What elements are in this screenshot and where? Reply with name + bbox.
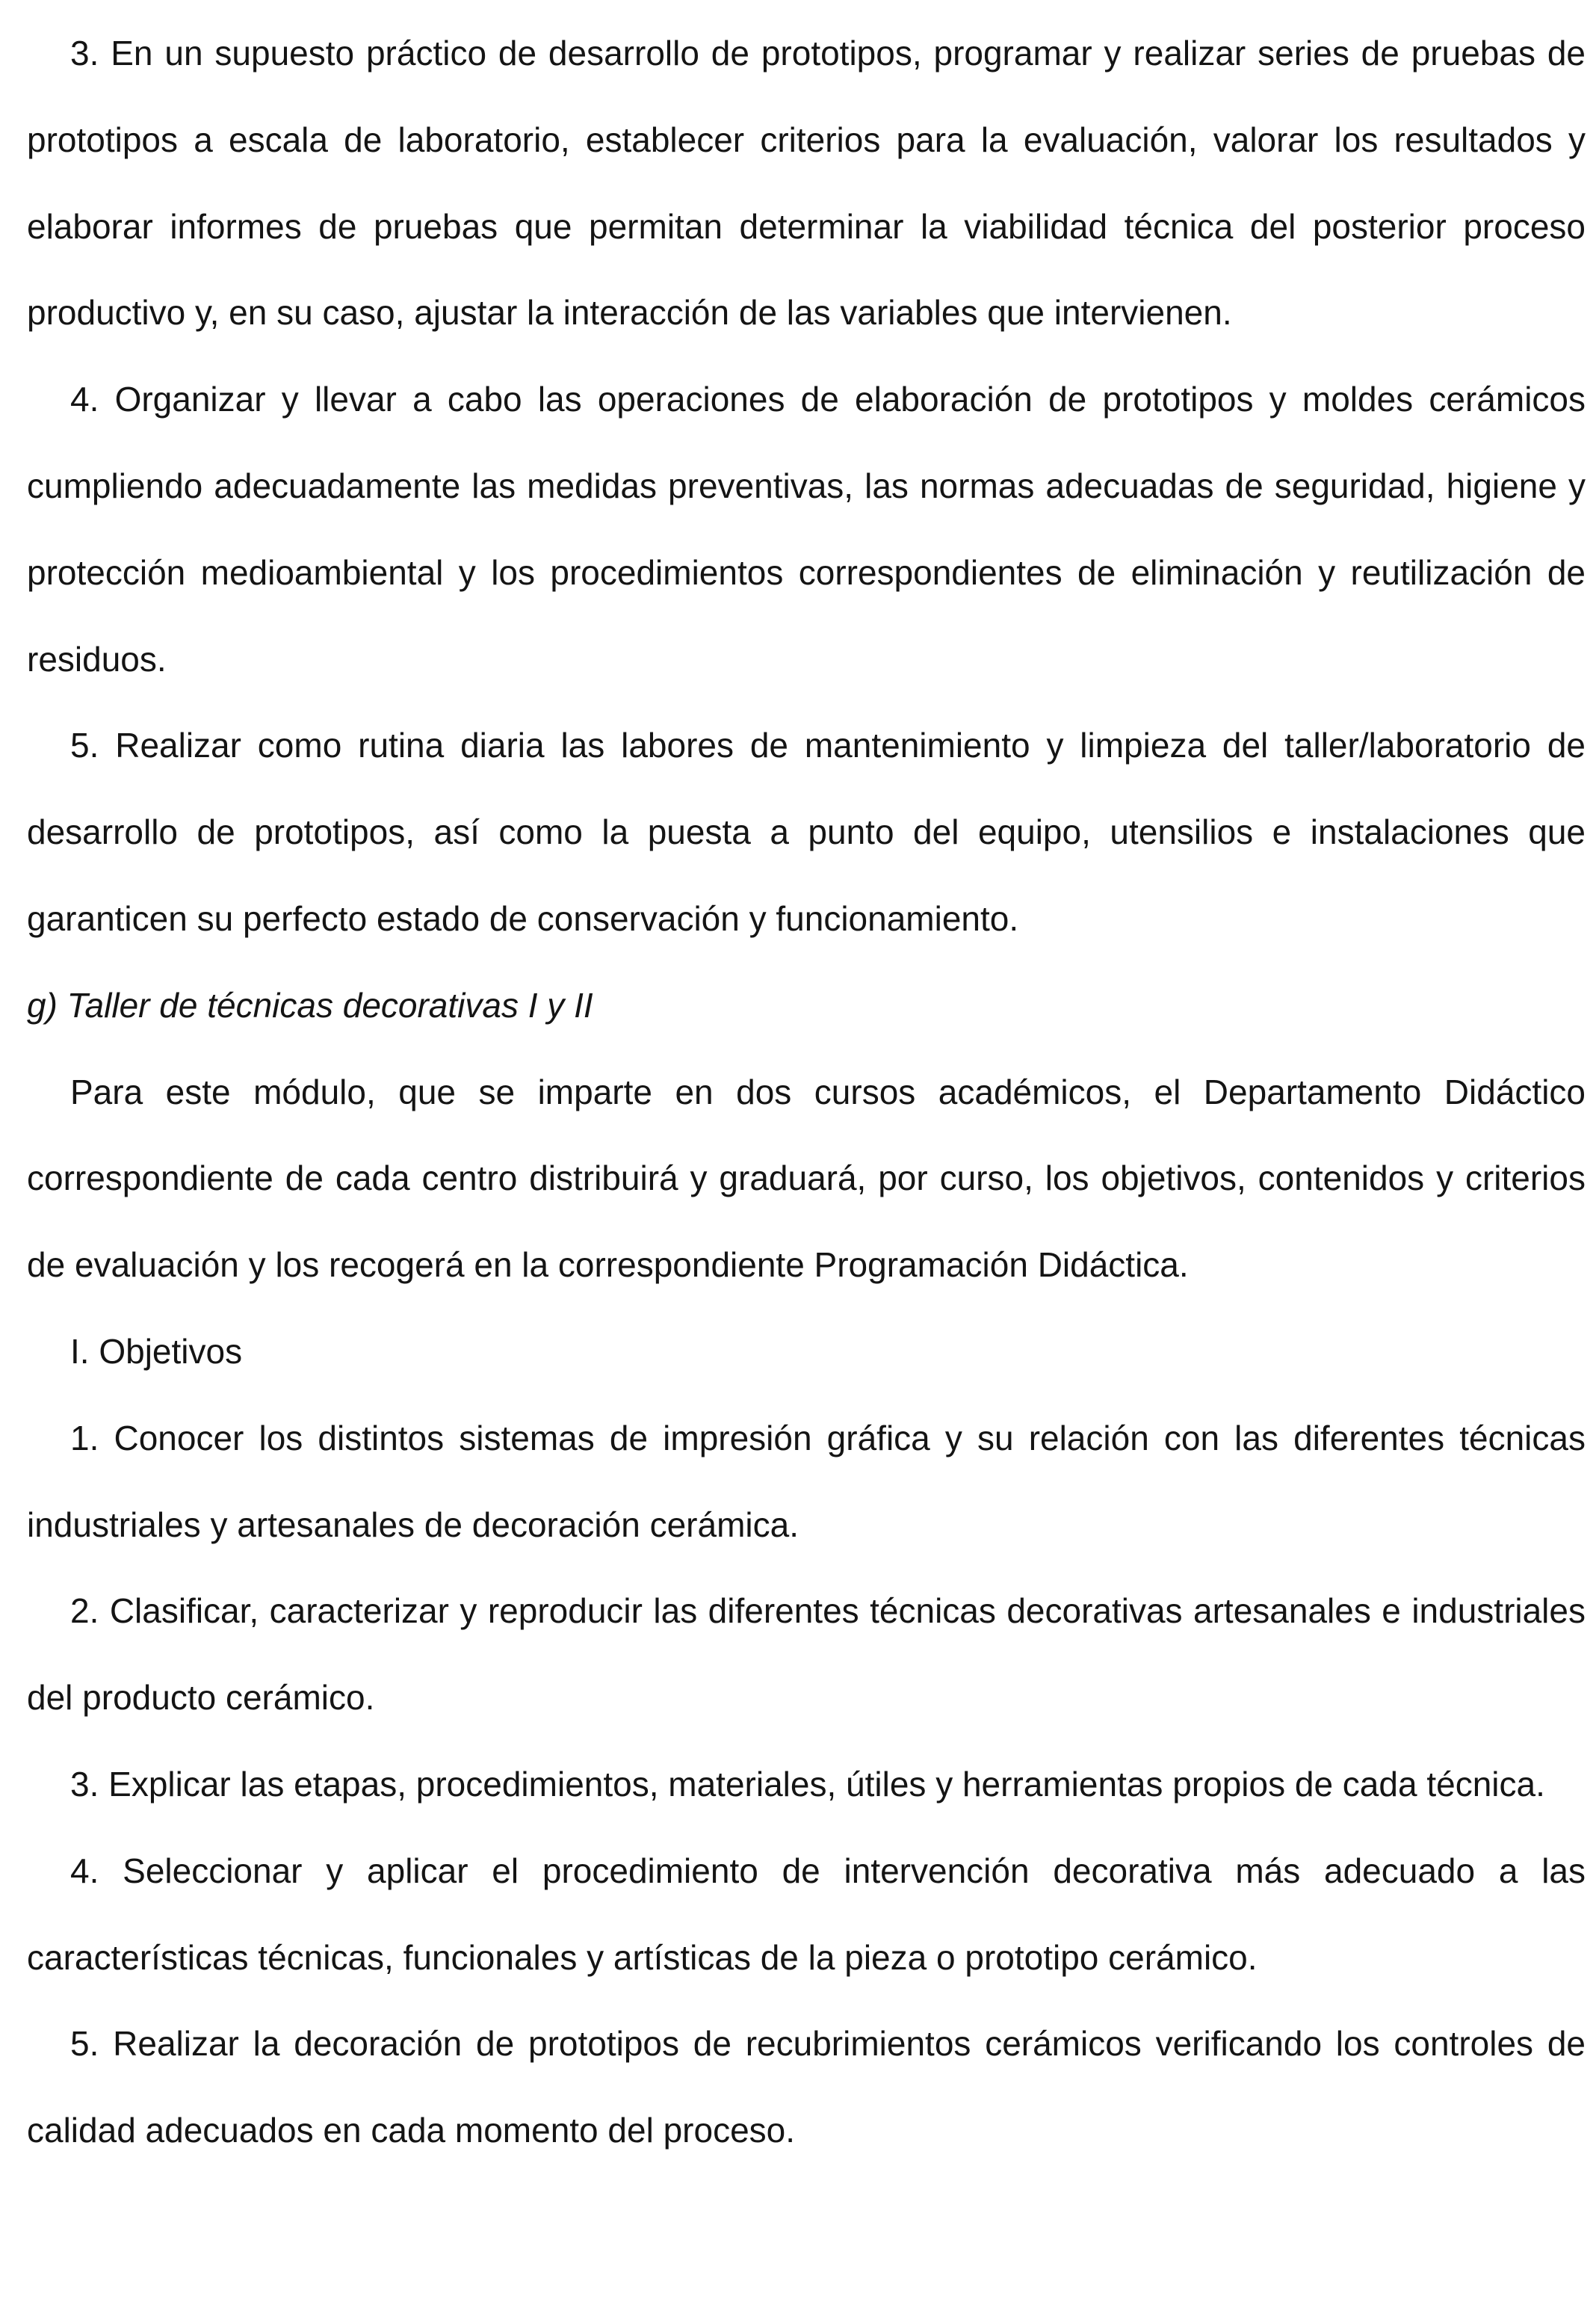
document-page — [27, 10, 1586, 2174]
objective-item-4: 4. Seleccionar y aplicar el procedimiento de intervención decorativa más adecuado a las características técnicas, funcionales y artísticas de la pieza o prototipo cerámico. — [27, 1851, 1586, 1977]
objective-item-1: 1. Conocer los distintos sistemas de impresión gráfica y su relación con las diferentes técnicas industriales y artesanales de decoración cerámica. — [27, 1418, 1586, 1544]
section-title: g) Taller de técnicas decorativas I y II — [27, 985, 593, 1025]
objectives-heading: I. Objetivos — [70, 1331, 243, 1371]
objective-item-2: 2. Clasificar, caracterizar y reproducir las diferentes técnicas decorativas artesanales e industriales del producto cerámico. — [27, 1591, 1586, 1718]
paragraph-item-4: 4. Organizar y llevar a cabo las operaciones de elaboración de prototipos y moldes cerámicos cumpliendo adecuadamente las medidas preventivas, las normas adecuadas de seguridad, higiene y protección medioambiental y los procedimientos correspondientes de eliminación y reutilización de residuos. — [27, 380, 1586, 679]
objective-item-5: 5. Realizar la decoración de prototipos de recubrimientos cerámicos verificando los controles de calidad adecuados en cada momento del proceso. — [27, 2024, 1586, 2150]
objective-item-3: 3. Explicar las etapas, procedimientos, materiales, útiles y herramientas propios de cada técnica. — [70, 1764, 1545, 1804]
intro-paragraph: Para este módulo, que se imparte en dos cursos académicos, el Departamento Didáctico correspondiente de cada centro distribuirá y graduará, por curso, los objetivos, contenidos y criterios de evaluación y los recogerá en la correspondiente Programación Didáctica. — [27, 1072, 1586, 1285]
paragraph-item-5: 5. Realizar como rutina diaria las labores de mantenimiento y limpieza del taller/laboratorio de desarrollo de prototipos, así como la puesta a punto del equipo, utensilios e instalaciones que garanticen su perfecto estado de conservación y funcionamiento. — [27, 726, 1586, 938]
paragraph-item-3: 3. En un supuesto práctico de desarrollo de prototipos, programar y realizar series de pruebas de prototipos a escala de laboratorio, establecer criterios para la evaluación, valorar los resultados y elaborar informes de pruebas que permitan determinar la viabilidad técnica del posterior proceso productivo y, en su caso, ajustar la interacción de las variables que intervienen. — [27, 34, 1586, 333]
